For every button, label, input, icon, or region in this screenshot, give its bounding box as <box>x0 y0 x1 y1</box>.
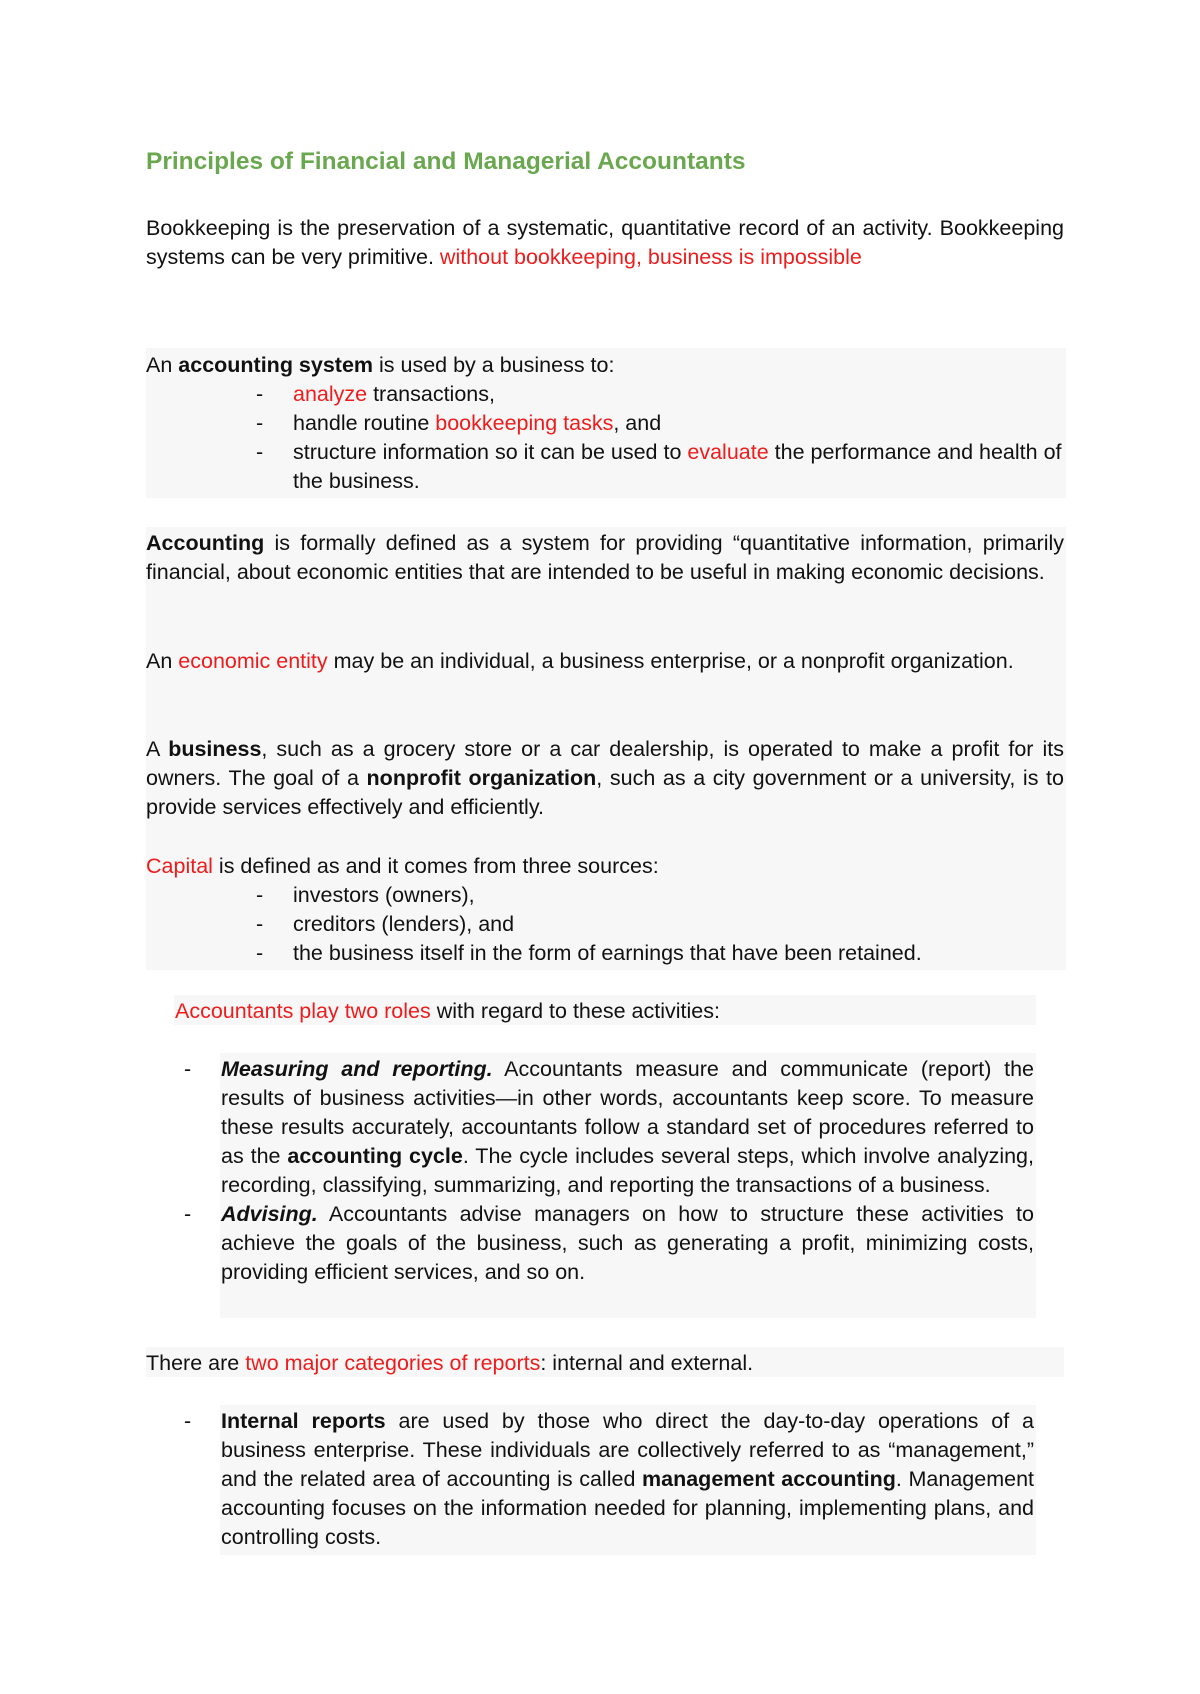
business-pre: A <box>146 737 169 761</box>
list-item-text: structure information so it can be used to <box>293 440 688 464</box>
list-item <box>293 438 1064 496</box>
management-accounting-term: management accounting <box>642 1467 896 1491</box>
accounting-system-pre: An <box>146 353 179 377</box>
economic-entity-term: economic entity <box>178 649 328 673</box>
accounting-term: Accounting <box>146 531 265 555</box>
accounting-def-text: is formally defined as a system for providing “quantitative information, primarily financial, about economic entities that are intended to be useful in making economic decisions. <box>146 531 1064 584</box>
list-item-text: the performance and health of the business. <box>293 440 1062 493</box>
list-item <box>221 1055 1034 1200</box>
economic-entity-text: may be an individual, a business enterprise, or a nonprofit organization. <box>327 649 1014 673</box>
business-paragraph <box>146 735 1064 822</box>
reports-pre: There are <box>146 1351 246 1375</box>
internal-reports-term: Internal reports <box>221 1409 386 1433</box>
accounting-system-post: is used by a business to: <box>373 353 615 377</box>
internal-reports-text: are used by those who direct the day-to-day operations of a business enterprise. These individuals are collectively referred to as “management,” and the related area of accounting is called <box>221 1409 1035 1491</box>
economic-entity-pre: An <box>146 649 179 673</box>
role-title: Advising. <box>221 1202 318 1226</box>
list-item: - creditors (lenders), and <box>293 910 1064 939</box>
list-item-text: , and <box>613 411 662 435</box>
roles-list <box>221 1055 1034 1287</box>
role-text: . The cycle includes several steps, which involve analyzing, recording, classifying, summarizing, and reporting the transactions of a business. <box>221 1144 1034 1197</box>
list-item-text: transactions, <box>367 382 495 406</box>
list-item-text: handle routine <box>293 411 436 435</box>
list-item <box>221 1407 1034 1552</box>
capital-intro <box>146 852 1064 881</box>
accounting-system-intro <box>146 351 1064 380</box>
nonprofit-term: nonprofit organization <box>366 766 597 790</box>
reports-term: two major categories of reports <box>245 1351 541 1375</box>
internal-reports-text: . Management accounting focuses on the information needed for planning, implementing plans, and controlling costs. <box>221 1467 1034 1549</box>
capital-text: is defined as and it comes from three sources: <box>212 854 659 878</box>
list-item-red: evaluate <box>687 440 769 464</box>
role-text: Accountants advise managers on how to structure these activities to achieve the goals of the business, such as generating a profit, minimizing costs, providing efficient services, and so on. <box>221 1202 1034 1284</box>
roles-term: Accountants play two roles <box>175 999 431 1023</box>
bookkeeping-paragraph <box>146 214 1064 272</box>
role-title: Measuring and reporting. <box>221 1057 493 1081</box>
list-item <box>221 1200 1034 1287</box>
list-item-red: analyze <box>293 382 368 406</box>
list-item <box>293 409 1064 438</box>
accounting-cycle-term: accounting cycle <box>287 1144 463 1168</box>
capital-sources-list <box>293 881 1064 968</box>
list-item: - the business itself in the form of earnings that have been retained. <box>293 939 1064 968</box>
roles-text: with regard to these activities: <box>430 999 720 1023</box>
reports-intro <box>146 1349 1064 1378</box>
accounting-system-list <box>293 380 1064 496</box>
list-item: - investors (owners), <box>293 881 1064 910</box>
page-title: Principles of Financial and Managerial Accountants <box>146 148 746 175</box>
business-post: , such as a city government or a university, is to provide services effectively and efficiently. <box>146 766 1064 819</box>
roles-intro <box>175 997 1035 1026</box>
capital-term: Capital <box>146 854 213 878</box>
reports-list <box>221 1407 1034 1552</box>
bookkeeping-text: Bookkeeping is the preservation of a systematic, quantitative record of an activity. Bookkeeping systems can be very primitive. <box>146 216 1064 269</box>
accounting-system-term: accounting system <box>178 353 374 377</box>
accounting-definition <box>146 529 1064 587</box>
business-term: business <box>168 737 262 761</box>
business-mid: , such as a grocery store or a car dealership, is operated to make a profit for its owners. The goal of a <box>146 737 1064 790</box>
reports-text: : internal and external. <box>540 1351 754 1375</box>
economic-entity-paragraph <box>146 647 1064 676</box>
role-text: Accountants measure and communicate (report) the results of business activities—in other words, accountants keep score. To measure these results accurately, accountants follow a standard set of procedures referred to as the <box>221 1057 1034 1168</box>
bookkeeping-red-text: without bookkeeping, business is impossible <box>439 245 862 269</box>
list-item <box>293 380 1064 409</box>
list-item-red: bookkeeping tasks <box>435 411 614 435</box>
